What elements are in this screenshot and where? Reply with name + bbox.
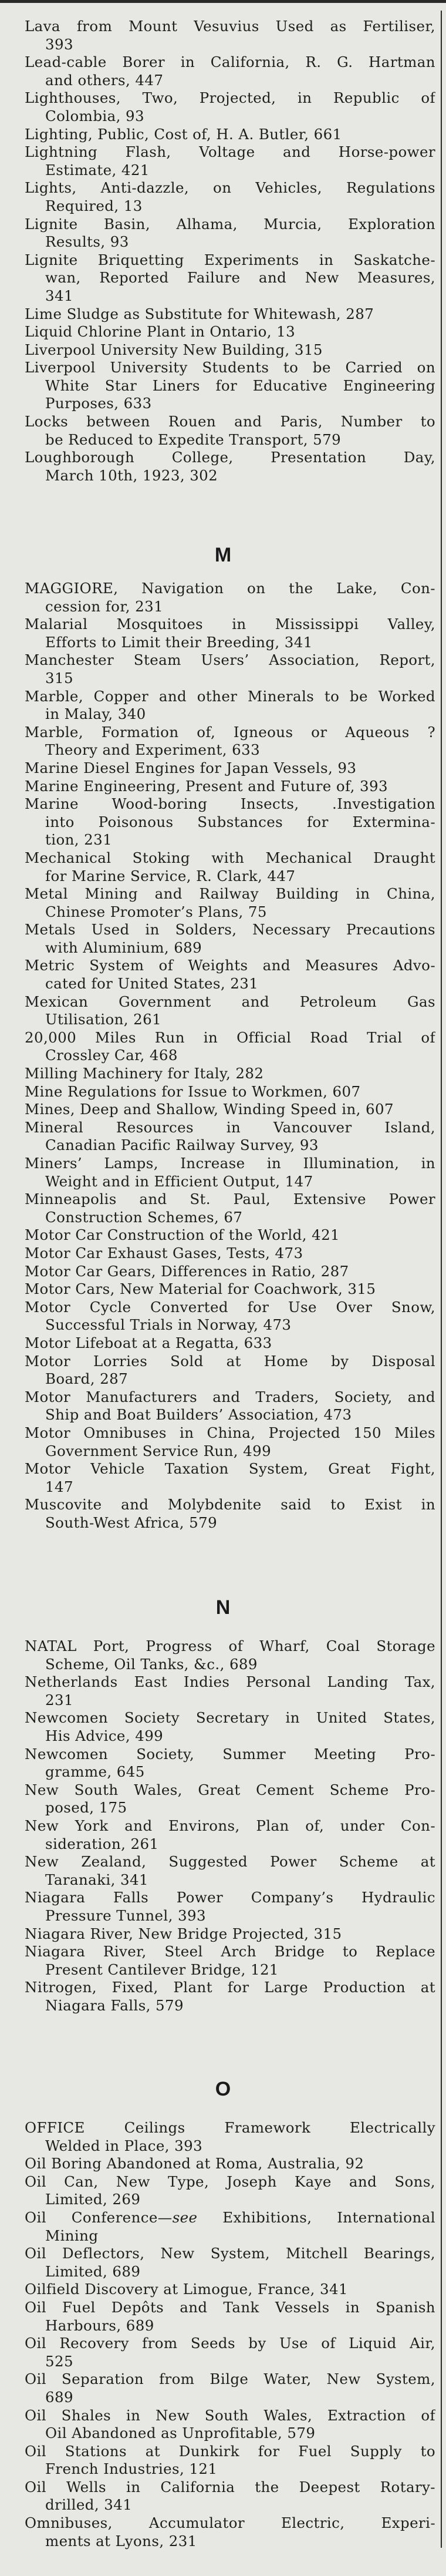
index-entry-line: Oil Shales in New South Wales, Extraction of	[25, 2406, 435, 2424]
index-entry-list	[25, 18, 435, 485]
index-entry-line: Lignite Basin, Alhama, Murcia, Exploration	[25, 215, 435, 233]
index-entry-line: Omnibuses, Accumulator Electric, Experi-	[25, 2514, 435, 2532]
index-entry-line: New South Wales, Great Cement Scheme Pro-	[25, 1781, 435, 1798]
index-entry-line: Oil Recovery from Seeds by Use of Liquid Air,	[25, 2335, 435, 2352]
index-entry	[25, 2299, 435, 2335]
index-entry	[25, 993, 435, 1029]
index-entry	[25, 688, 435, 724]
index-entry-line: Ship and Boat Builders’ Association, 473	[45, 1406, 352, 1424]
index-entry-line: South-West Africa, 579	[45, 1514, 218, 1531]
index-entry	[25, 1334, 435, 1353]
index-entry-line: ments at Lyons, 231	[45, 2532, 197, 2550]
index-entry-line: cated for United States, 231	[45, 975, 259, 993]
index-entry	[25, 1065, 435, 1083]
index-entry-line: Niagara Falls, 579	[45, 1996, 184, 2014]
index-entry-line: 525	[45, 2352, 73, 2370]
index-entry-line: Taranaki, 341	[45, 1871, 148, 1888]
index-entry-line: Liverpool University Students to be Carried on	[25, 359, 435, 376]
index-entry-line: White Star Liners for Educative Engineering	[45, 376, 435, 394]
index-entry-line: Liquid Chlorine Plant in Ontario, 13	[25, 323, 296, 341]
index-entry	[25, 1155, 435, 1191]
index-entry-list	[25, 1637, 435, 2015]
index-entry-line: Oil Abandoned as Unprofitable, 579	[45, 2424, 316, 2442]
index-entry	[25, 1889, 435, 1925]
index-entry-line: Newcomen Society, Summer Meeting Pro-	[25, 1745, 435, 1763]
index-entry	[25, 580, 435, 616]
index-entry-line: Government Service Run, 499	[45, 1442, 272, 1459]
index-entry-line: Pressure Tunnel, 393	[45, 1906, 206, 1924]
index-entry-line: Lighthouses, Two, Projected, in Republic of	[25, 89, 435, 107]
index-entry-line: with Aluminium, 689	[45, 939, 202, 956]
index-entry-list	[25, 580, 435, 1532]
index-entry	[25, 1673, 435, 1709]
index-entry-line: 341	[45, 287, 73, 304]
index-entry-line: Motor Car Construction of the World, 421	[25, 1226, 340, 1244]
index-entry-line: 231	[45, 1691, 73, 1709]
index-entry-line: Limited, 269	[45, 2191, 141, 2208]
index-entry	[25, 849, 435, 885]
index-entry	[25, 18, 435, 53]
index-entry	[25, 1226, 435, 1245]
index-entry-line: for Marine Service, R. Clark, 447	[45, 867, 296, 885]
index-entry	[25, 341, 435, 359]
index-entry	[25, 53, 435, 89]
index-entry-line: Lights, Anti-dazzle, on Vehicles, Regulations	[25, 179, 435, 197]
index-entry-line: Required, 13	[45, 197, 143, 214]
index-entry	[25, 1925, 435, 1943]
index-entry-line: be Reduced to Expedite Transport, 579	[45, 431, 342, 448]
index-entry	[25, 1853, 435, 1889]
index-entry	[25, 1460, 435, 1496]
index-entry-line: New Zealand, Suggested Power Scheme at	[25, 1853, 435, 1871]
index-entry-line: Marble, Copper and other Minerals to be Worked	[25, 687, 435, 705]
index-entry-line: Canadian Pacific Railway Survey, 93	[45, 1136, 319, 1154]
index-entry-line: Colombia, 93	[45, 107, 144, 125]
index-entry-line: Purposes, 633	[45, 395, 152, 412]
index-entry	[25, 1781, 435, 1817]
index-entry	[25, 2335, 435, 2370]
index-entry-line: Oil Stations at Dunkirk for Fuel Supply to	[25, 2442, 435, 2460]
index-entry	[25, 921, 435, 957]
index-entry	[25, 126, 435, 144]
index-entry-line: Marine Diesel Engines for Japan Vessels, 93	[25, 759, 357, 776]
top-border-rule	[0, 0, 446, 3]
index-entry-line: Locks between Rouen and Paris, Number to	[25, 413, 435, 431]
index-entry	[25, 1245, 435, 1263]
index-entry	[25, 1191, 435, 1226]
see-reference: see	[172, 2208, 198, 2226]
index-entry-line: Theory and Experiment, 633	[45, 741, 261, 759]
index-entry	[25, 1029, 435, 1065]
index-entry-line: Lime Sludge as Substitute for Whitewash, 287	[25, 305, 374, 322]
index-entry-line: Mines, Deep and Shallow, Winding Speed in, 607	[25, 1101, 394, 1118]
index-entry-line: Oilfield Discovery at Limogue, France, 341	[25, 2281, 348, 2298]
index-entry-line: Motor Cars, New Material for Coachwork, 315	[25, 1280, 376, 1298]
index-entry	[25, 885, 435, 921]
index-entry-line: Motor Vehicle Taxation System, Great Fight,	[25, 1460, 435, 1478]
index-entry-line: Utilisation, 261	[45, 1011, 162, 1028]
index-entry-line: Harbours, 689	[45, 2316, 154, 2334]
index-entry	[25, 251, 435, 305]
index-entry-line: Motor Lorries Sold at Home by Disposal	[25, 1352, 435, 1370]
index-entry	[25, 1280, 435, 1299]
index-entry-line: Motor Lifeboat at a Regatta, 633	[25, 1334, 272, 1351]
index-entry-line: Board, 287	[45, 1370, 129, 1388]
index-entry	[25, 305, 435, 324]
index-entry-line: Miners’ Lamps, Increase in Illumination, in	[25, 1155, 435, 1172]
index-entry-line: Metals Used in Solders, Necessary Precautions	[25, 921, 435, 939]
index-entry	[25, 778, 435, 796]
index-entry-line: Motor Car Exhaust Gases, Tests, 473	[25, 1244, 303, 1262]
column-border-rule	[441, 11, 442, 2548]
index-entry-line: Results, 93	[45, 233, 129, 251]
index-entry-line: Limited, 689	[45, 2262, 141, 2280]
index-entry-line: Mining	[45, 2227, 99, 2244]
index-entry-line: New York and Environs, Plan of, under Con-	[25, 1817, 435, 1834]
index-entry	[25, 1943, 435, 1979]
index-entry-line: Construction Schemes, 67	[45, 1208, 243, 1226]
index-entry-line: Oil Can, New Type, Joseph Kaye and Sons,	[25, 2173, 435, 2190]
index-entry	[25, 449, 435, 485]
index-entry-line: Motor Cycle Converted for Use Over Snow,	[25, 1298, 435, 1316]
index-entry-line: sideration, 261	[45, 1835, 159, 1852]
index-entry	[25, 2245, 435, 2281]
index-entry-line: cession for, 231	[45, 597, 164, 615]
index-entry-line: Oil Boring Abandoned at Roma, Australia, 92	[25, 2155, 364, 2173]
index-entry-line: Lightning Flash, Voltage and Horse-power	[25, 143, 435, 161]
index-entry-line: Malarial Mosquitoes in Mississippi Valley,	[25, 616, 435, 633]
index-entry-line: Estimate, 421	[45, 161, 150, 179]
index-entry	[25, 1083, 435, 1101]
index-entry-line: posed, 175	[45, 1799, 127, 1817]
index-entry-line: Muscovite and Molybdenite said to Exist in	[25, 1496, 435, 1514]
index-entry-line: and others, 447	[45, 71, 164, 89]
index-entry-line: Loughborough College, Presentation Day,	[25, 449, 435, 466]
index-entry-line: Oil Separation from Bilge Water, New System,	[25, 2370, 435, 2388]
index-entry-line: into Poisonous Substances for Extermina-	[45, 813, 435, 830]
index-entry	[25, 89, 435, 125]
index-entry	[25, 1119, 435, 1155]
index-entry-line: 393	[45, 35, 73, 53]
index-entry-line: Manchester Steam Users’ Association, Report,	[25, 651, 435, 669]
index-entry-line: Liverpool University New Building, 315	[25, 341, 323, 358]
index-entry-line: Motor Omnibuses in China, Projected 150 Miles	[25, 1424, 435, 1441]
index-entry-line: Metric System of Weights and Measures Advo-	[25, 957, 435, 974]
index-entry-line: Niagara Falls Power Company’s Hydraulic	[25, 1889, 435, 1906]
index-entry-line: Metal Mining and Railway Building in China,	[25, 885, 435, 903]
index-entry-line: NATAL Port, Progress of Wharf, Coal Storage	[25, 1637, 435, 1654]
index-entry-line: Present Cantilever Bridge, 121	[45, 1960, 279, 1978]
index-entry-line: 20,000 Miles Run in Official Road Trial of	[25, 1028, 435, 1046]
index-entry-line: Mechanical Stoking with Mechanical Draught	[25, 849, 435, 866]
index-entry-line: Weight and in Efficient Output, 147	[45, 1172, 313, 1190]
index-entry	[25, 2407, 435, 2443]
index-entry	[25, 216, 435, 251]
index-entry	[25, 1496, 435, 1532]
index-entry-line: Niagara River, New Bridge Projected, 315	[25, 1925, 342, 1942]
index-entry-line: Oil Fuel Depôts and Tank Vessels in Spanish	[25, 2298, 435, 2316]
section-letter-heading: M	[214, 544, 232, 566]
index-entry-line: Minneapolis and St. Paul, Extensive Power	[25, 1191, 435, 1208]
index-entry	[25, 795, 435, 849]
index-entry-line: Lava from Mount Vesuvius Used as Fertiliser,	[25, 18, 435, 35]
index-entry-line: wan, Reported Failure and New Measures,	[45, 269, 435, 287]
index-entry	[25, 1299, 435, 1334]
index-entry	[25, 1388, 435, 1424]
index-entry-line: drilled, 341	[45, 2496, 133, 2514]
index-entry-line: Efforts to Limit their Breeding, 341	[45, 633, 313, 651]
index-entry	[25, 1746, 435, 1781]
index-entry-line: Netherlands East Indies Personal Landing Tax,	[25, 1673, 435, 1691]
index-entry-line: Welded in Place, 393	[45, 2137, 203, 2154]
index-entry	[25, 2370, 435, 2406]
index-entry	[25, 1424, 435, 1460]
index-entry-line: Marble, Formation of, Igneous or Aqueous ?	[25, 723, 435, 741]
index-entry-line: Milling Machinery for Italy, 282	[25, 1065, 264, 1082]
index-entry-line: in Malay, 340	[45, 705, 146, 723]
index-entry-line: Successful Trials in Norway, 473	[45, 1316, 292, 1334]
index-entry	[25, 724, 435, 759]
index-entry-line: tion, 231	[45, 831, 113, 849]
index-entry	[25, 2281, 435, 2299]
section-letter-heading: N	[215, 1596, 231, 1619]
index-entry	[25, 323, 435, 341]
index-entry-line: Nitrogen, Fixed, Plant for Large Production at	[25, 1979, 435, 1996]
index-entry	[25, 2479, 435, 2514]
index-entry	[25, 1263, 435, 1281]
index-entry-line: Oil Wells in California the Deepest Rotary-	[25, 2478, 435, 2496]
index-entry	[25, 1817, 435, 1853]
index-entry	[25, 2155, 435, 2173]
index-entry-line: 689	[45, 2388, 73, 2406]
index-entry-line: OFFICE Ceilings Framework Electrically	[25, 2119, 435, 2136]
index-entry-line: Marine Engineering, Present and Future of, 393	[25, 777, 388, 795]
index-entry	[25, 2443, 435, 2479]
index-entry-line: Lignite Briquetting Experiments in Saskatche-	[25, 251, 435, 268]
section-letter-heading: O	[215, 2078, 231, 2100]
index-entry-line: 315	[45, 669, 73, 687]
index-entry-line: Marine Wood-boring Insects, .Investigation	[25, 795, 435, 813]
index-entry	[25, 1101, 435, 1119]
index-entry	[25, 2514, 435, 2550]
index-entry-line: French Industries, 121	[45, 2460, 218, 2478]
index-entry	[25, 143, 435, 179]
index-entry-line: Scheme, Oil Tanks, &c., 689	[45, 1655, 258, 1673]
index-entry-line: Crossley Car, 468	[45, 1047, 178, 1064]
index-entry-line: Motor Car Gears, Differences in Ratio, 287	[25, 1262, 349, 1280]
index-entry-list	[25, 2119, 435, 2550]
index-entry-line: March 10th, 1923, 302	[45, 466, 218, 484]
index-entry-line: Motor Manufacturers and Traders, Society, and	[25, 1388, 435, 1405]
index-entry-line: 147	[45, 1478, 73, 1495]
index-entry-line: Mineral Resources in Vancouver Island,	[25, 1118, 435, 1136]
index-entry-line: gramme, 645	[45, 1763, 145, 1781]
index-entry-line: Mexican Government and Petroleum Gas	[25, 993, 435, 1010]
index-entry	[25, 651, 435, 687]
index-entry-line: Mine Regulations for Issue to Workmen, 607	[25, 1082, 361, 1100]
index-entry	[25, 2173, 435, 2209]
index-entry	[25, 1709, 435, 1745]
index-entry	[25, 179, 435, 215]
index-entry-line: Newcomen Society Secretary in United States,	[25, 1709, 435, 1727]
index-entry	[25, 2209, 435, 2245]
index-entry-line: Lighting, Public, Cost of, H. A. Butler, 661	[25, 125, 342, 143]
index-entry	[25, 1353, 435, 1388]
index-entry	[25, 1979, 435, 2015]
index-entry	[25, 2119, 435, 2155]
index-entry	[25, 359, 435, 413]
index-entry	[25, 1637, 435, 1673]
index-entry-line: MAGGIORE, Navigation on the Lake, Con-	[25, 580, 435, 597]
index-entry-line: Chinese Promoter’s Plans, 75	[45, 903, 267, 920]
index-entry	[25, 413, 435, 449]
index-entry-line: Oil Deflectors, New System, Mitchell Bearings,	[25, 2245, 435, 2262]
index-entry-line: Niagara River, Steel Arch Bridge to Replace	[25, 1943, 435, 1960]
index-entry-line: His Advice, 499	[45, 1727, 164, 1744]
index-entry-line: Oil Conference—see Exhibitions, International	[25, 2208, 435, 2226]
index-entry	[25, 957, 435, 993]
index-entry	[25, 759, 435, 778]
index-entry-line: Lead-cable Borer in California, R. G. Hartman	[25, 53, 435, 71]
index-entry	[25, 616, 435, 651]
